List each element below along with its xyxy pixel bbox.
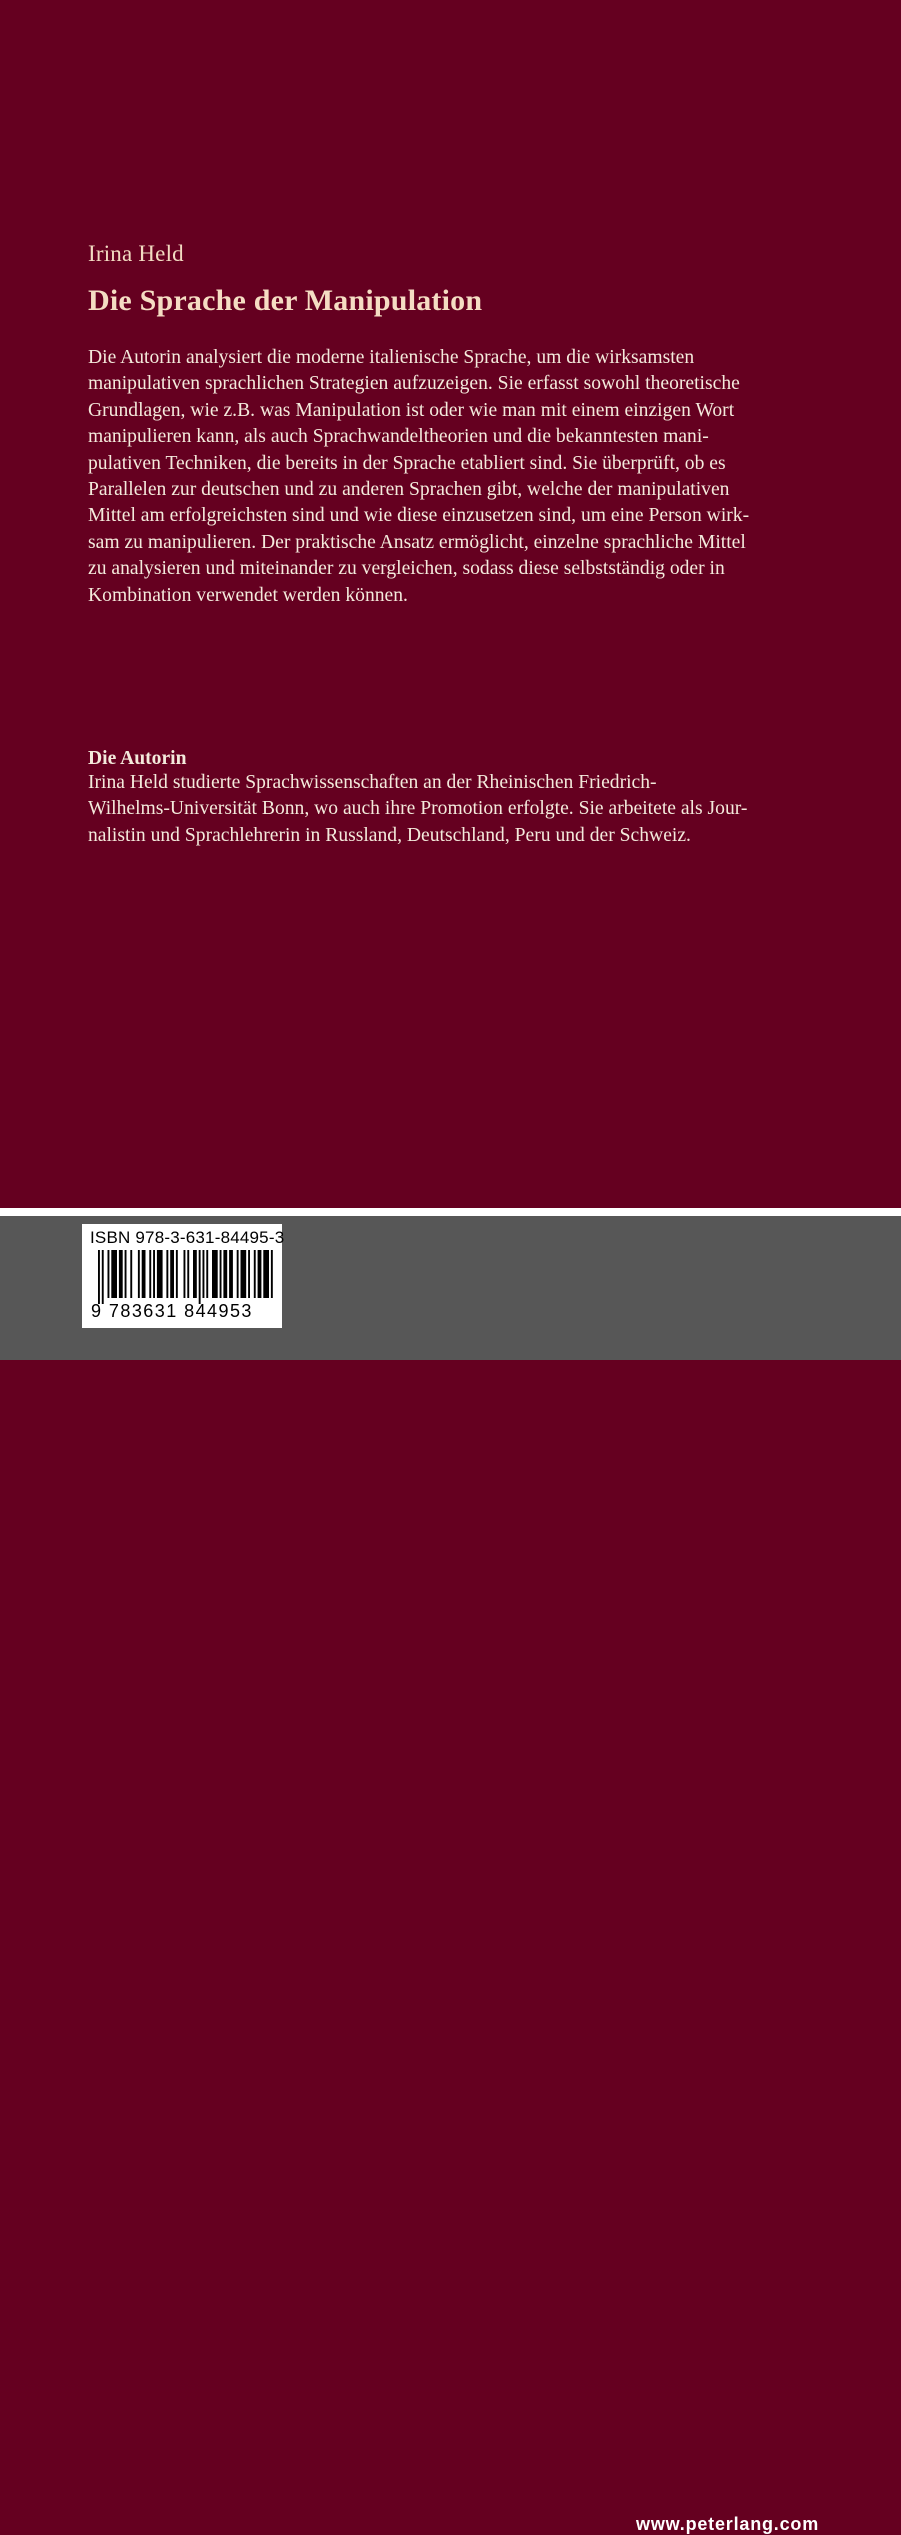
barcode-bar bbox=[98, 1250, 100, 1304]
bio-line: nalistin und Sprachlehrerin in Russland, Deutschland, Peru und der Schweiz. bbox=[88, 824, 691, 846]
barcode-bar bbox=[108, 1250, 110, 1298]
barcode-bar bbox=[258, 1250, 262, 1298]
barcode-bar bbox=[187, 1250, 189, 1298]
blurb-line: Mittel am erfolgreichsten sind und wie diese einzusetzen sind, um eine Person wirk- bbox=[88, 505, 750, 527]
barcode-bar bbox=[241, 1250, 247, 1298]
blurb-line: Grundlagen, wie z.B. was Manipulation ist oder wie man mit einem einzigen Wort bbox=[88, 399, 735, 421]
barcode-bar bbox=[176, 1250, 178, 1298]
barcode-bar bbox=[142, 1250, 146, 1298]
separator-strip bbox=[0, 1208, 901, 1216]
bio-line: Wilhelms-Universität Bonn, wo auch ihre Promotion erfolgte. Sie arbeitete als Jour- bbox=[88, 798, 748, 820]
blurb-text bbox=[88, 345, 800, 609]
barcode-bar bbox=[125, 1250, 127, 1298]
barcode-bar bbox=[263, 1250, 269, 1298]
barcode-bar bbox=[193, 1250, 197, 1298]
barcode-bar bbox=[153, 1250, 155, 1298]
blurb-line: zu analysieren und miteinander zu vergleichen, sodass diese selbstständig oder in bbox=[88, 558, 725, 580]
barcode-bar bbox=[237, 1250, 239, 1298]
barcode-bar bbox=[166, 1250, 168, 1298]
barcode-bar bbox=[119, 1250, 123, 1298]
isbn-label: ISBN 978-3-631-84495-3 bbox=[90, 1228, 285, 1247]
barcode-bar bbox=[149, 1250, 151, 1298]
ean-digits: 9 783631 844953 bbox=[91, 1301, 253, 1321]
barcode-bar bbox=[212, 1250, 218, 1298]
barcode-bar bbox=[254, 1250, 256, 1298]
ean-barcode bbox=[98, 1250, 274, 1304]
barcode-bar bbox=[229, 1250, 233, 1298]
blurb-line: Parallelen zur deutschen und zu anderen Sprachen gibt, welche der manipulativen bbox=[88, 478, 730, 500]
barcode-bar bbox=[199, 1250, 201, 1304]
barcode-bar bbox=[138, 1250, 140, 1298]
blurb-line: pulativen Techniken, die bereits in der Sprache etabliert sind. Sie überprüft, ob es bbox=[88, 452, 726, 474]
blurb-line: manipulativen sprachlichen Strategien aufzuzeigen. Sie erfasst sowohl theoretische bbox=[88, 373, 740, 395]
barcode-bar bbox=[203, 1250, 205, 1298]
barcode-bar bbox=[223, 1250, 227, 1298]
blurb-line: sam zu manipulieren. Der praktische Ansatz ermöglicht, einzelne sprachliche Mittel bbox=[88, 531, 746, 553]
barcode-bar bbox=[157, 1250, 163, 1298]
barcode-bar bbox=[130, 1250, 132, 1298]
barcode-bar bbox=[220, 1250, 222, 1298]
blurb-line: Kombination verwendet werden können. bbox=[88, 584, 408, 606]
book-title: Die Sprache der Manipulation bbox=[88, 284, 483, 317]
barcode-bar bbox=[111, 1250, 117, 1298]
barcode-bar bbox=[102, 1250, 104, 1304]
book-back-cover bbox=[0, 0, 901, 1208]
barcode-bar bbox=[170, 1250, 174, 1298]
bio-line: Irina Held studierte Sprachwissenschaften an der Rheinischen Friedrich- bbox=[88, 772, 657, 793]
author-name: Irina Held bbox=[88, 241, 184, 266]
publisher-website-link[interactable]: www.peterlang.com bbox=[636, 2514, 819, 2534]
author-bio-text bbox=[88, 770, 800, 849]
author-bio-heading: Die Autorin bbox=[88, 748, 187, 769]
barcode-bar bbox=[206, 1250, 208, 1298]
barcode-bar bbox=[248, 1250, 250, 1298]
barcode-bar bbox=[184, 1250, 186, 1298]
blurb-line: Die Autorin analysiert die moderne italienische Sprache, um die wirksamsten bbox=[88, 347, 695, 368]
blurb-line: manipulieren kann, als auch Sprachwandeltheorien und die bekanntesten mani- bbox=[88, 426, 709, 448]
barcode-bar bbox=[271, 1250, 273, 1298]
